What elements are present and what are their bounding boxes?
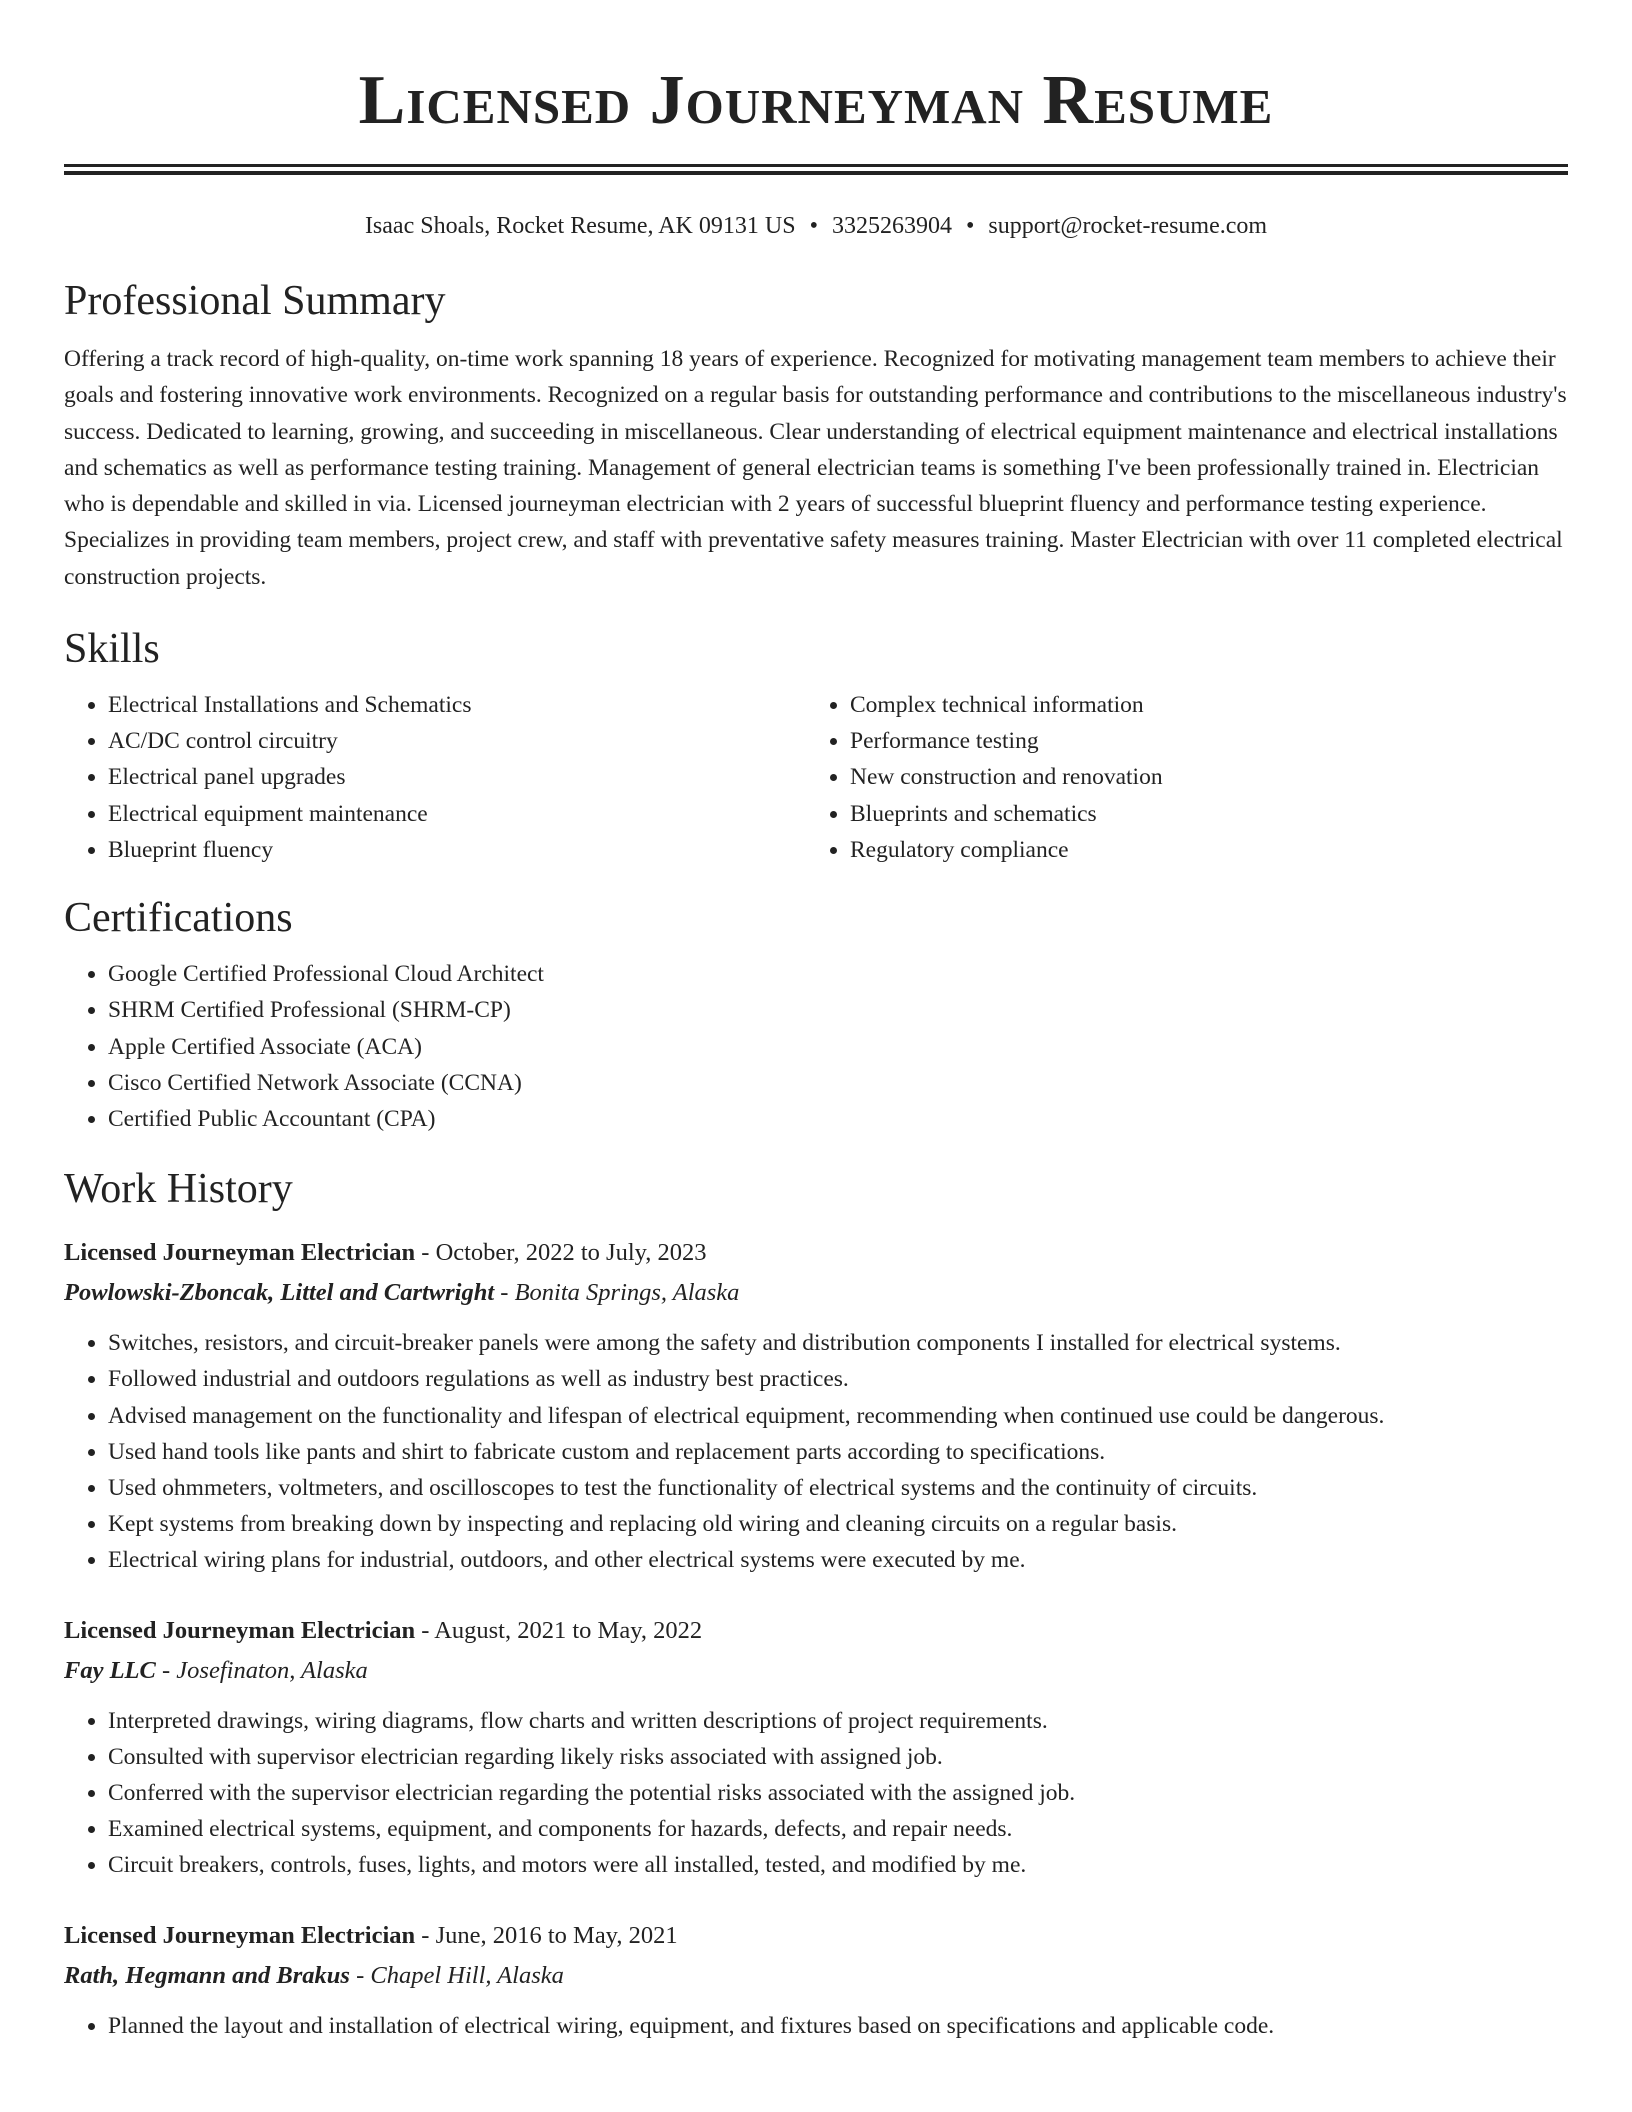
job-bullets bbox=[64, 1703, 1568, 1884]
certification-item: • Apple Certified Associate (ACA) bbox=[108, 1029, 1568, 1065]
job-title-line: Licensed Journeyman Electrician - June, 2016 to May, 2021 bbox=[64, 1921, 678, 1949]
summary-heading: Professional Summary bbox=[64, 278, 446, 324]
job-bullet: • Used ohmmeters, voltmeters, and oscilloscopes to test the functionality of electrical systems and the continuity of circuits. bbox=[108, 1470, 1568, 1506]
skill-item: • Complex technical information bbox=[850, 687, 1548, 723]
summary-section bbox=[64, 275, 1568, 595]
certification-item: • SHRM Certified Professional (SHRM-CP) bbox=[108, 992, 1568, 1028]
job-dates: August, 2021 to May, 2022 bbox=[434, 1616, 703, 1644]
job-bullet: • Switches, resistors, and circuit-breaker panels were among the safety and distribution components I installed for electrical systems. bbox=[108, 1325, 1568, 1361]
summary-text: Offering a track record of high-quality, on-time work spanning 18 years of experience. Recognized for motivating management team members to achieve their goals and fostering innovative work environments. Recognized on a regular basis for outstanding performance and contributions to the miscellaneous industry's success. Dedicated to learning, growing, and succeeding in miscellaneous. Clear understanding of electrical equipment maintenance and electrical installations and schematics as well as performance testing training. Management of general electrician teams is something I've been professionally trained in. Electrician who is dependable and skilled in via. Licensed journeyman electrician with 2 years of successful blueprint fluency and performance testing experience. Specializes in providing team members, project crew, and staff with preventative safety measures training. Master Electrician with over 11 completed electrical construction projects. bbox=[64, 346, 1567, 590]
company-line: Powlowski-Zboncak, Littel and Cartwright - Bonita Springs, Alaska bbox=[64, 1279, 740, 1307]
job-title: Licensed Journeyman Electrician bbox=[64, 1616, 416, 1644]
job-title-line: Licensed Journeyman Electrician - October, 2022 to July, 2023 bbox=[64, 1239, 707, 1267]
skills-grid bbox=[64, 687, 1568, 868]
skills-list-right bbox=[806, 687, 1548, 868]
job-bullet: • Circuit breakers, controls, fuses, lights, and motors were all installed, tested, and modified by me. bbox=[108, 1847, 1568, 1883]
certification-item: • Cisco Certified Network Associate (CCNA) bbox=[108, 1065, 1568, 1101]
job-title: Licensed Journeyman Electrician bbox=[64, 1921, 416, 1949]
skills-column-left bbox=[64, 687, 806, 868]
company-name: Fay LLC bbox=[64, 1656, 156, 1684]
skills-heading: Skills bbox=[64, 626, 160, 673]
skill-item: • Electrical equipment maintenance bbox=[108, 796, 806, 832]
contact-separator: • bbox=[809, 213, 818, 239]
company-line: Fay LLC - Josefinaton, Alaska bbox=[64, 1656, 368, 1684]
skill-item: • Regulatory compliance bbox=[850, 832, 1548, 868]
skill-item: • AC/DC control circuitry bbox=[108, 723, 806, 759]
job-bullet: • Kept systems from breaking down by inspecting and replacing old wiring and cleaning circuits on a regular basis. bbox=[108, 1506, 1568, 1542]
job-bullets bbox=[64, 2008, 1568, 2044]
contact-email: support@rocket-resume.com bbox=[988, 213, 1268, 239]
company-name: Powlowski-Zboncak, Littel and Cartwright bbox=[64, 1279, 495, 1307]
job-bullet: • Conferred with the supervisor electrician regarding the potential risks associated with the assigned job. bbox=[108, 1775, 1568, 1811]
job-bullet: • Electrical wiring plans for industrial, outdoors, and other electrical systems were executed by me. bbox=[108, 1542, 1568, 1578]
company-name: Rath, Hegmann and Brakus bbox=[64, 1961, 350, 1989]
skill-item: • Electrical Installations and Schematics bbox=[108, 687, 806, 723]
skill-item: • Blueprints and schematics bbox=[850, 796, 1548, 832]
company-location: Josefinaton, Alaska bbox=[176, 1656, 368, 1684]
contact-line bbox=[64, 211, 1568, 241]
certification-item: • Google Certified Professional Cloud Architect bbox=[108, 956, 1568, 992]
job-bullet: • Examined electrical systems, equipment, and components for hazards, defects, and repair needs. bbox=[108, 1811, 1568, 1847]
skill-item: • Blueprint fluency bbox=[108, 832, 806, 868]
certifications-section bbox=[64, 892, 1568, 1137]
title-divider bbox=[64, 164, 1568, 175]
contact-address: Isaac Shoals, Rocket Resume, AK 09131 US bbox=[364, 213, 796, 239]
job-bullet: • Used hand tools like pants and shirt to fabricate custom and replacement parts according to specifications. bbox=[108, 1434, 1568, 1470]
resume-title: Licensed Journeyman Resume bbox=[358, 62, 1274, 139]
job-bullet: • Interpreted drawings, wiring diagrams, flow charts and written descriptions of project requirements. bbox=[108, 1703, 1568, 1739]
skill-item: • Performance testing bbox=[850, 723, 1548, 759]
skills-section bbox=[64, 623, 1568, 868]
certifications-list bbox=[64, 956, 1568, 1137]
work-history-heading: Work History bbox=[64, 1166, 293, 1213]
job-title: Licensed Journeyman Electrician bbox=[64, 1239, 416, 1267]
company-location: Bonita Springs, Alaska bbox=[514, 1279, 740, 1307]
job-entry bbox=[64, 1918, 1568, 2044]
job-bullet: • Planned the layout and installation of electrical wiring, equipment, and fixtures based on specifications and applicable code. bbox=[108, 2008, 1568, 2044]
job-bullet: • Consulted with supervisor electrician regarding likely risks associated with assigned job. bbox=[108, 1739, 1568, 1775]
job-bullet: • Advised management on the functionality and lifespan of electrical equipment, recommending when continued use could be dangerous. bbox=[108, 1398, 1568, 1434]
job-bullets bbox=[64, 1325, 1568, 1578]
company-location: Chapel Hill, Alaska bbox=[370, 1961, 564, 1989]
skills-list-left bbox=[64, 687, 806, 868]
job-entry bbox=[64, 1613, 1568, 1884]
job-entry bbox=[64, 1235, 1568, 1578]
job-bullet: • Followed industrial and outdoors regulations as well as industry best practices. bbox=[108, 1361, 1568, 1397]
contact-phone: 3325263904 bbox=[831, 213, 952, 239]
skills-column-right bbox=[806, 687, 1548, 868]
job-title-line: Licensed Journeyman Electrician - August, 2021 to May, 2022 bbox=[64, 1616, 703, 1644]
work-history-section bbox=[64, 1163, 1568, 2044]
contact-separator: • bbox=[965, 213, 975, 239]
company-line: Rath, Hegmann and Brakus - Chapel Hill, Alaska bbox=[64, 1961, 564, 1989]
job-dates: October, 2022 to July, 2023 bbox=[435, 1239, 707, 1267]
skill-item: • New construction and renovation bbox=[850, 759, 1548, 795]
certification-item: • Certified Public Accountant (CPA) bbox=[108, 1101, 1568, 1137]
certifications-heading: Certifications bbox=[64, 895, 293, 942]
job-dates: June, 2016 to May, 2021 bbox=[435, 1921, 678, 1949]
skill-item: • Electrical panel upgrades bbox=[108, 759, 806, 795]
resume-page bbox=[64, 0, 1568, 2044]
